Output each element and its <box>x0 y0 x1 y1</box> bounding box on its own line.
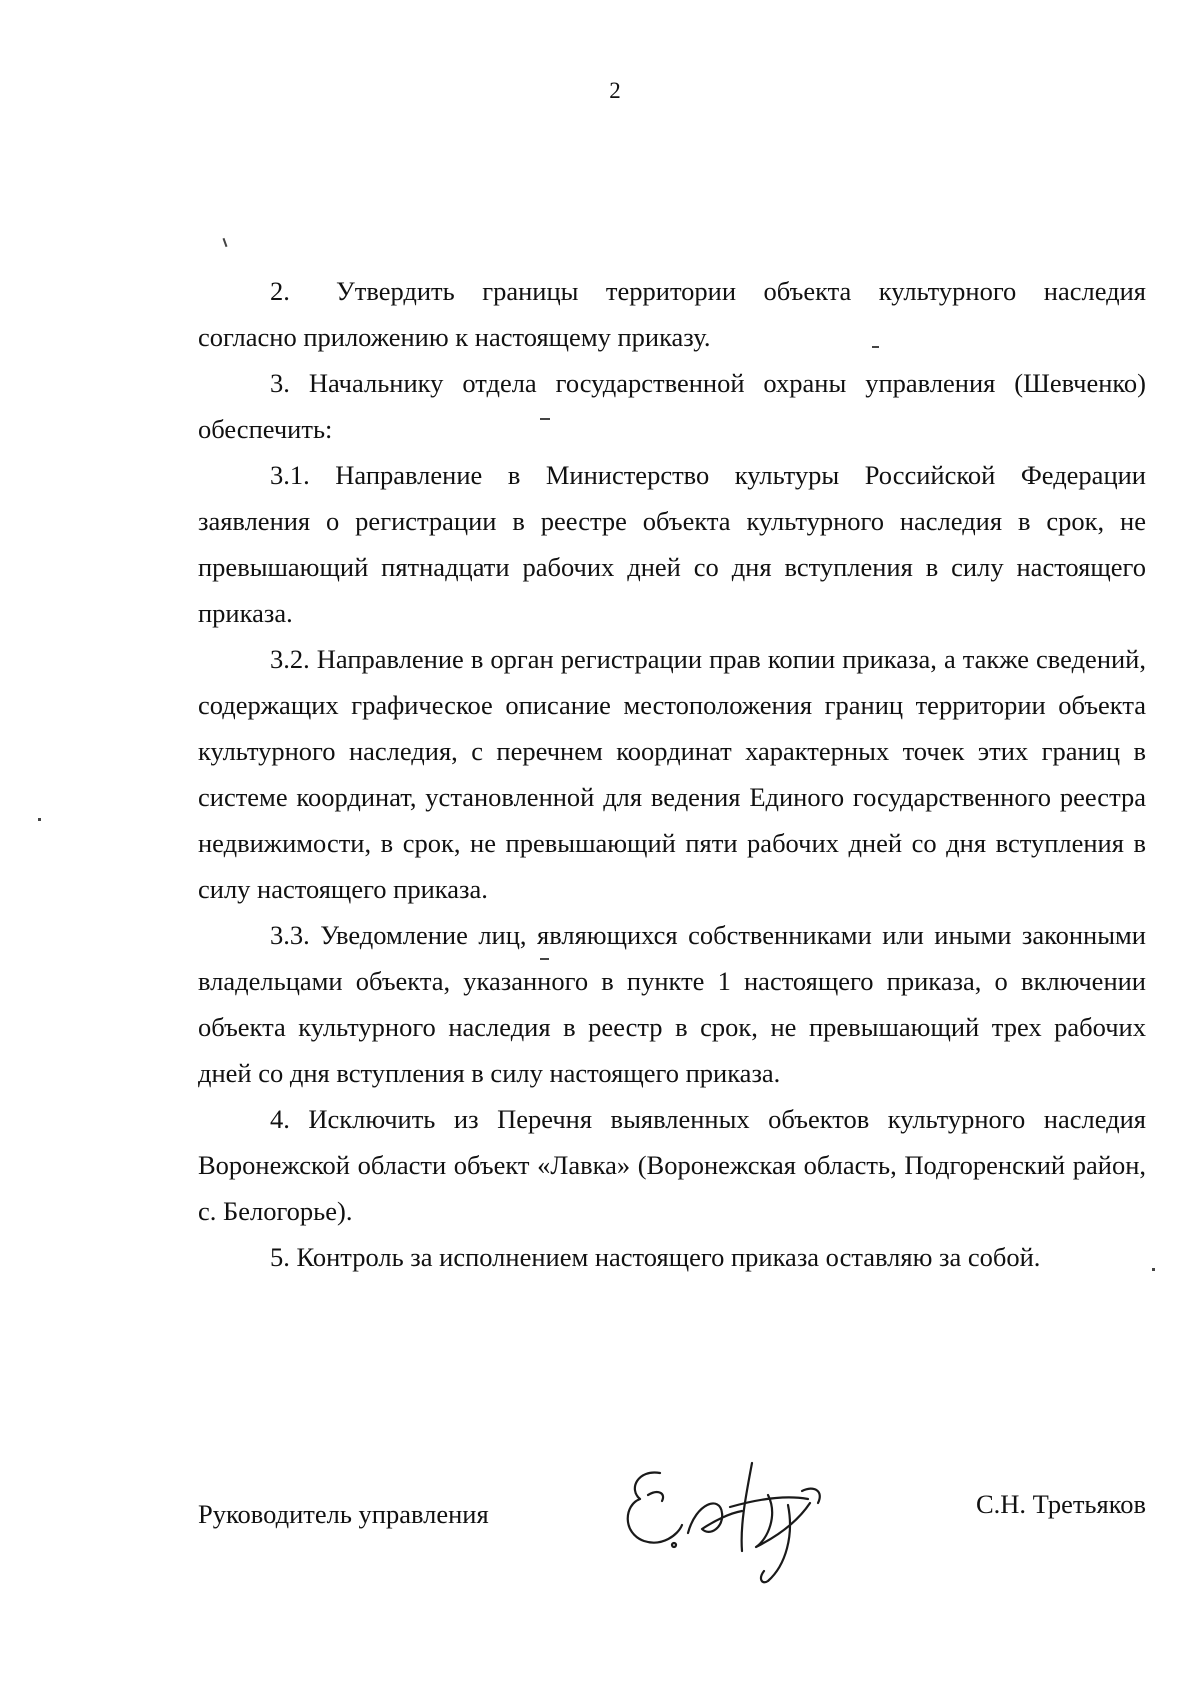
signer-title: Руководитель управления <box>198 1499 489 1529</box>
paragraph-5: 5. Контроль за исполнением настоящего приказа оставляю за собой. <box>270 1242 1041 1272</box>
page-number: 2 <box>609 78 621 103</box>
paragraph-3-3: 3.3. Уведомление лиц, являющихся собственниками или иными законными владельцами объекта, указанного в пункте 1 настоящего приказа, о включении объекта культурного наследия в реестр в срок, не превышающий трех рабочих дней со дня вступления в силу настоящего приказа. <box>198 920 1146 1088</box>
paragraph-3-1: 3.1. Направление в Министерство культуры Российской Федерации заявления о регистрации в реестре объекта культурного наследия в срок, не превышающий пятнадцати рабочих дней со дня вступления в силу настоящего приказа. <box>198 460 1146 628</box>
document-body <box>198 268 1146 1280</box>
signature-block <box>198 1455 1146 1605</box>
paragraph-3: 3. Начальнику отдела государственной охраны управления (Шевченко) обеспечить: <box>198 368 1146 444</box>
paragraph-2 <box>198 268 1146 360</box>
paragraph-2-number: 2. <box>270 276 290 306</box>
signer-name: С.Н. Третьяков <box>975 1489 1146 1519</box>
paragraph-2-text: Утвердить границы территории объекта культурного наследия согласно приложению к настоящему приказу. <box>198 276 1146 352</box>
paragraph-4: 4. Исключить из Перечня выявленных объектов культурного наследия Воронежской области объект «Лавка» (Воронежская область, Подгоренский район, с. Белогорье). <box>198 1104 1146 1226</box>
paragraph-3-2: 3.2. Направление в орган регистрации прав копии приказа, а также сведений, содержащих графическое описание местоположения границ территории объекта культурного наследия, с перечнем координат характерных точек этих границ в системе координат, установленной для ведения Единого государственного реестра недвижимости, в срок, не превышающий пяти рабочих дней со дня вступления в силу настоящего приказа. <box>198 644 1146 904</box>
handwritten-signature <box>618 1455 848 1595</box>
